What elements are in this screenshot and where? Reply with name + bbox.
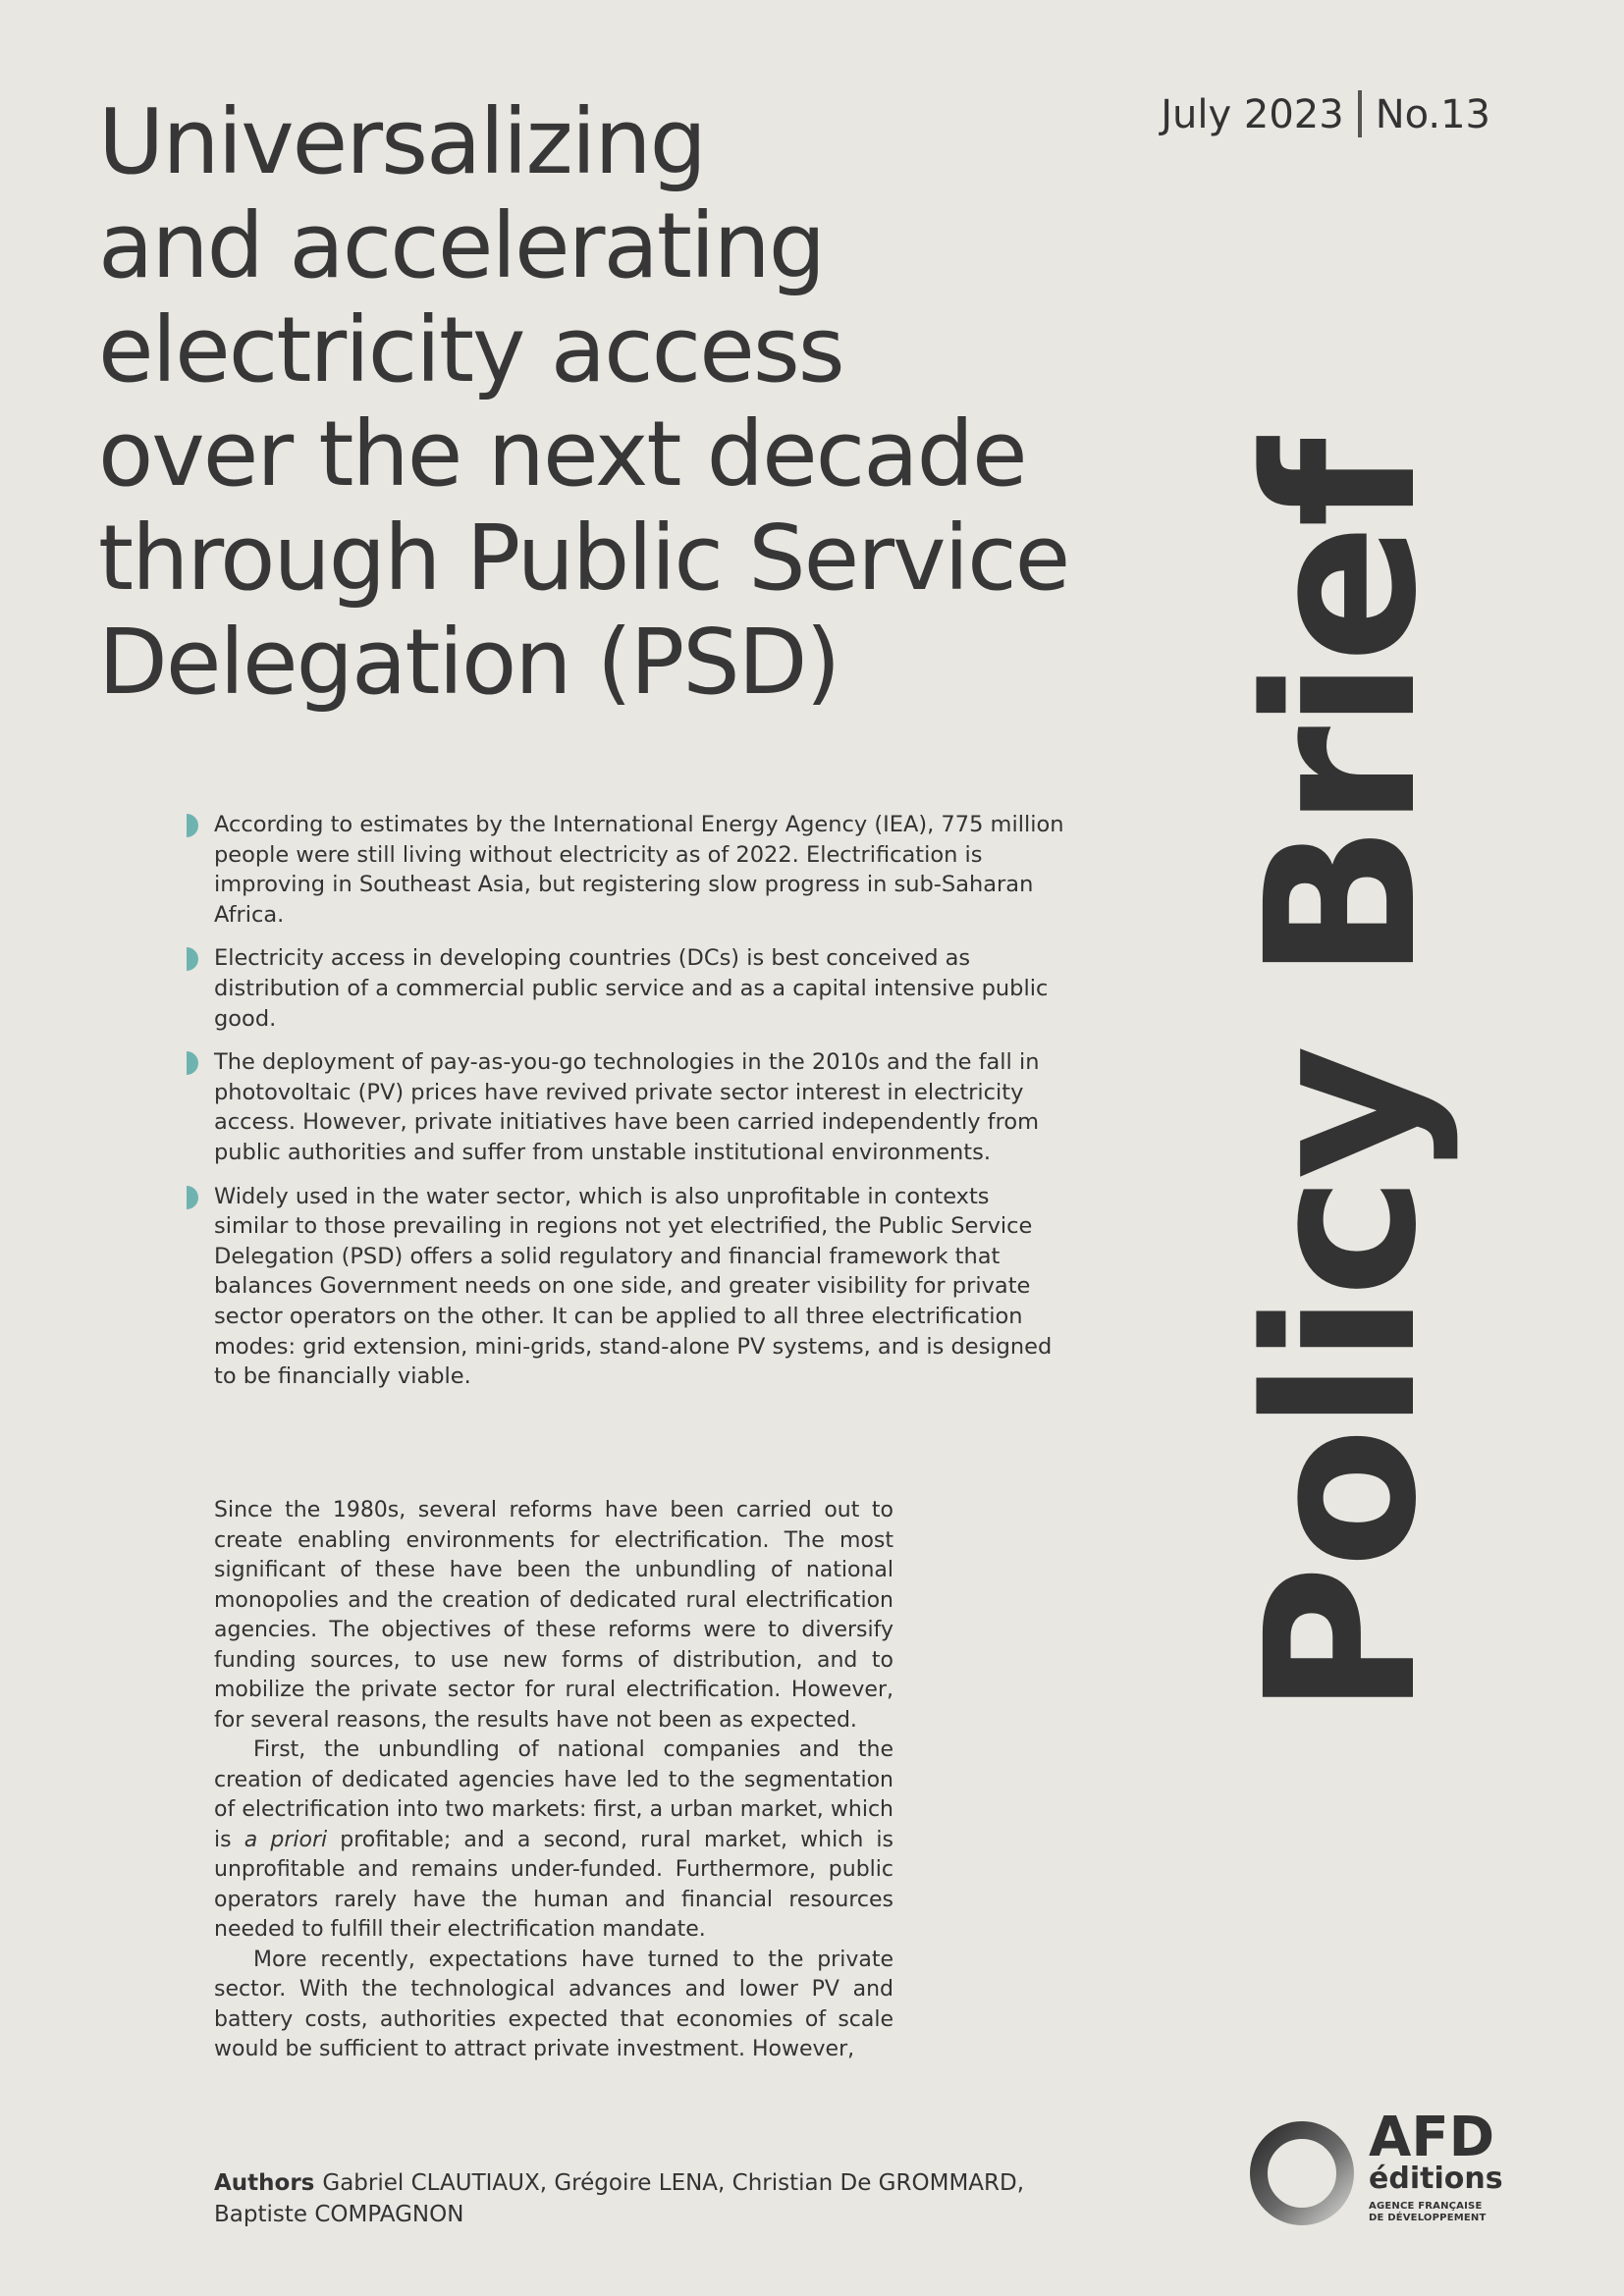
key-point-text: Electricity access in developing countries (DCs) is best conceived as distribution of a commercial public service and as a capital intensive public good.	[214, 945, 1049, 1032]
half-circle-bullet-icon	[187, 947, 198, 971]
body-paragraph	[214, 1735, 893, 1946]
key-point	[187, 810, 1070, 930]
date-issue	[1161, 90, 1490, 139]
body-paragraph: More recently, expectations have turned to the private sector. With the technological advances and lower PV and battery costs, authorities expected that economies of scale would be sufficient to attract private investment. However,	[214, 1947, 893, 2061]
document-title	[98, 90, 1208, 715]
body-paragraph: Since the 1980s, several reforms have been carried out to create enabling environments for electrification. The most significant of these have been the unbundling of national monopolies and the creation of dedicated rural electrification agencies. The objectives of these reforms were to diversify funding sources, to use new forms of distribution, and to mobilize the private sector for rural electrification. However, for several reasons, the results have not been as expected.	[214, 1498, 893, 1733]
title-line: and accelerating	[98, 193, 825, 298]
title-line: over the next decade	[98, 401, 1026, 507]
series-label: Policy Brief	[1221, 441, 1462, 1716]
separator-bar	[1358, 90, 1362, 137]
logo-name: AFD	[1369, 2106, 1495, 2169]
publication-date: July 2023	[1161, 92, 1344, 137]
title-line: through Public Service	[98, 506, 1069, 611]
title-line: Delegation (PSD)	[98, 610, 839, 715]
key-point-text: Widely used in the water sector, which is also unprofitable in contexts similar to those prevailing in regions not yet electrified, the Public Service Delegation (PSD) offers a solid regulatory and financial framework that balances Government needs on one side, and greater visibility for private sector operators on the other. It can be applied to all three electrification modes: grid extension, mini-grids, stand-alone PV systems, and is designed to be financially viable.	[214, 1183, 1053, 1390]
authors-line	[214, 2167, 1098, 2230]
key-point	[187, 1182, 1070, 1392]
key-point	[187, 943, 1070, 1034]
logo-org-line: DE DÉVELOPPEMENT	[1369, 2213, 1487, 2223]
italic-term: a priori	[244, 1827, 328, 1852]
issue-number: No.13	[1375, 92, 1490, 137]
half-circle-bullet-icon	[187, 1186, 198, 1209]
body-text-span: First, the unbundling of national companies and the creation of dedicated agencies have led to the segmentation of electrification into two markets: first, a urban market, which is	[214, 1737, 893, 1852]
afd-editions-logo	[1247, 2106, 1512, 2238]
ring-logo-icon	[1247, 2118, 1357, 2228]
key-points-list	[187, 810, 1070, 1406]
half-circle-bullet-icon	[187, 814, 198, 837]
title-line: electricity access	[98, 297, 843, 402]
logo-organization	[1369, 2201, 1506, 2224]
key-point-text: According to estimates by the International Energy Agency (IEA), 775 million people were still living without electricity as of 2022. Electrification is improving in Southeast Asia, but registering slow progress in sub-Saharan Africa.	[214, 812, 1064, 928]
body-text	[214, 1496, 893, 2065]
body-text-span: profitable; and a second, rural market, which is unprofitable and remains under-funded. Furthermore, public operators rarely have the human and financial resources needed to fulfill their electrification mandate.	[214, 1827, 893, 1942]
authors-names: Gabriel CLAUTIAUX, Grégoire LENA, Christian De GROMMARD, Baptiste COMPAGNON	[214, 2170, 1025, 2227]
logo-subtitle: éditions	[1369, 2162, 1503, 2196]
authors-label: Authors	[214, 2170, 315, 2196]
key-point	[187, 1047, 1070, 1167]
half-circle-bullet-icon	[187, 1051, 198, 1075]
logo-org-line: AGENCE FRANÇAISE	[1369, 2201, 1483, 2212]
title-line: Universalizing	[98, 89, 706, 194]
key-point-text: The deployment of pay-as-you-go technologies in the 2010s and the fall in photovoltaic (PV) prices have revived private sector interest in electricity access. However, private initiatives have been carried independently from public authorities and suffer from unstable institutional environments.	[214, 1049, 1040, 1165]
